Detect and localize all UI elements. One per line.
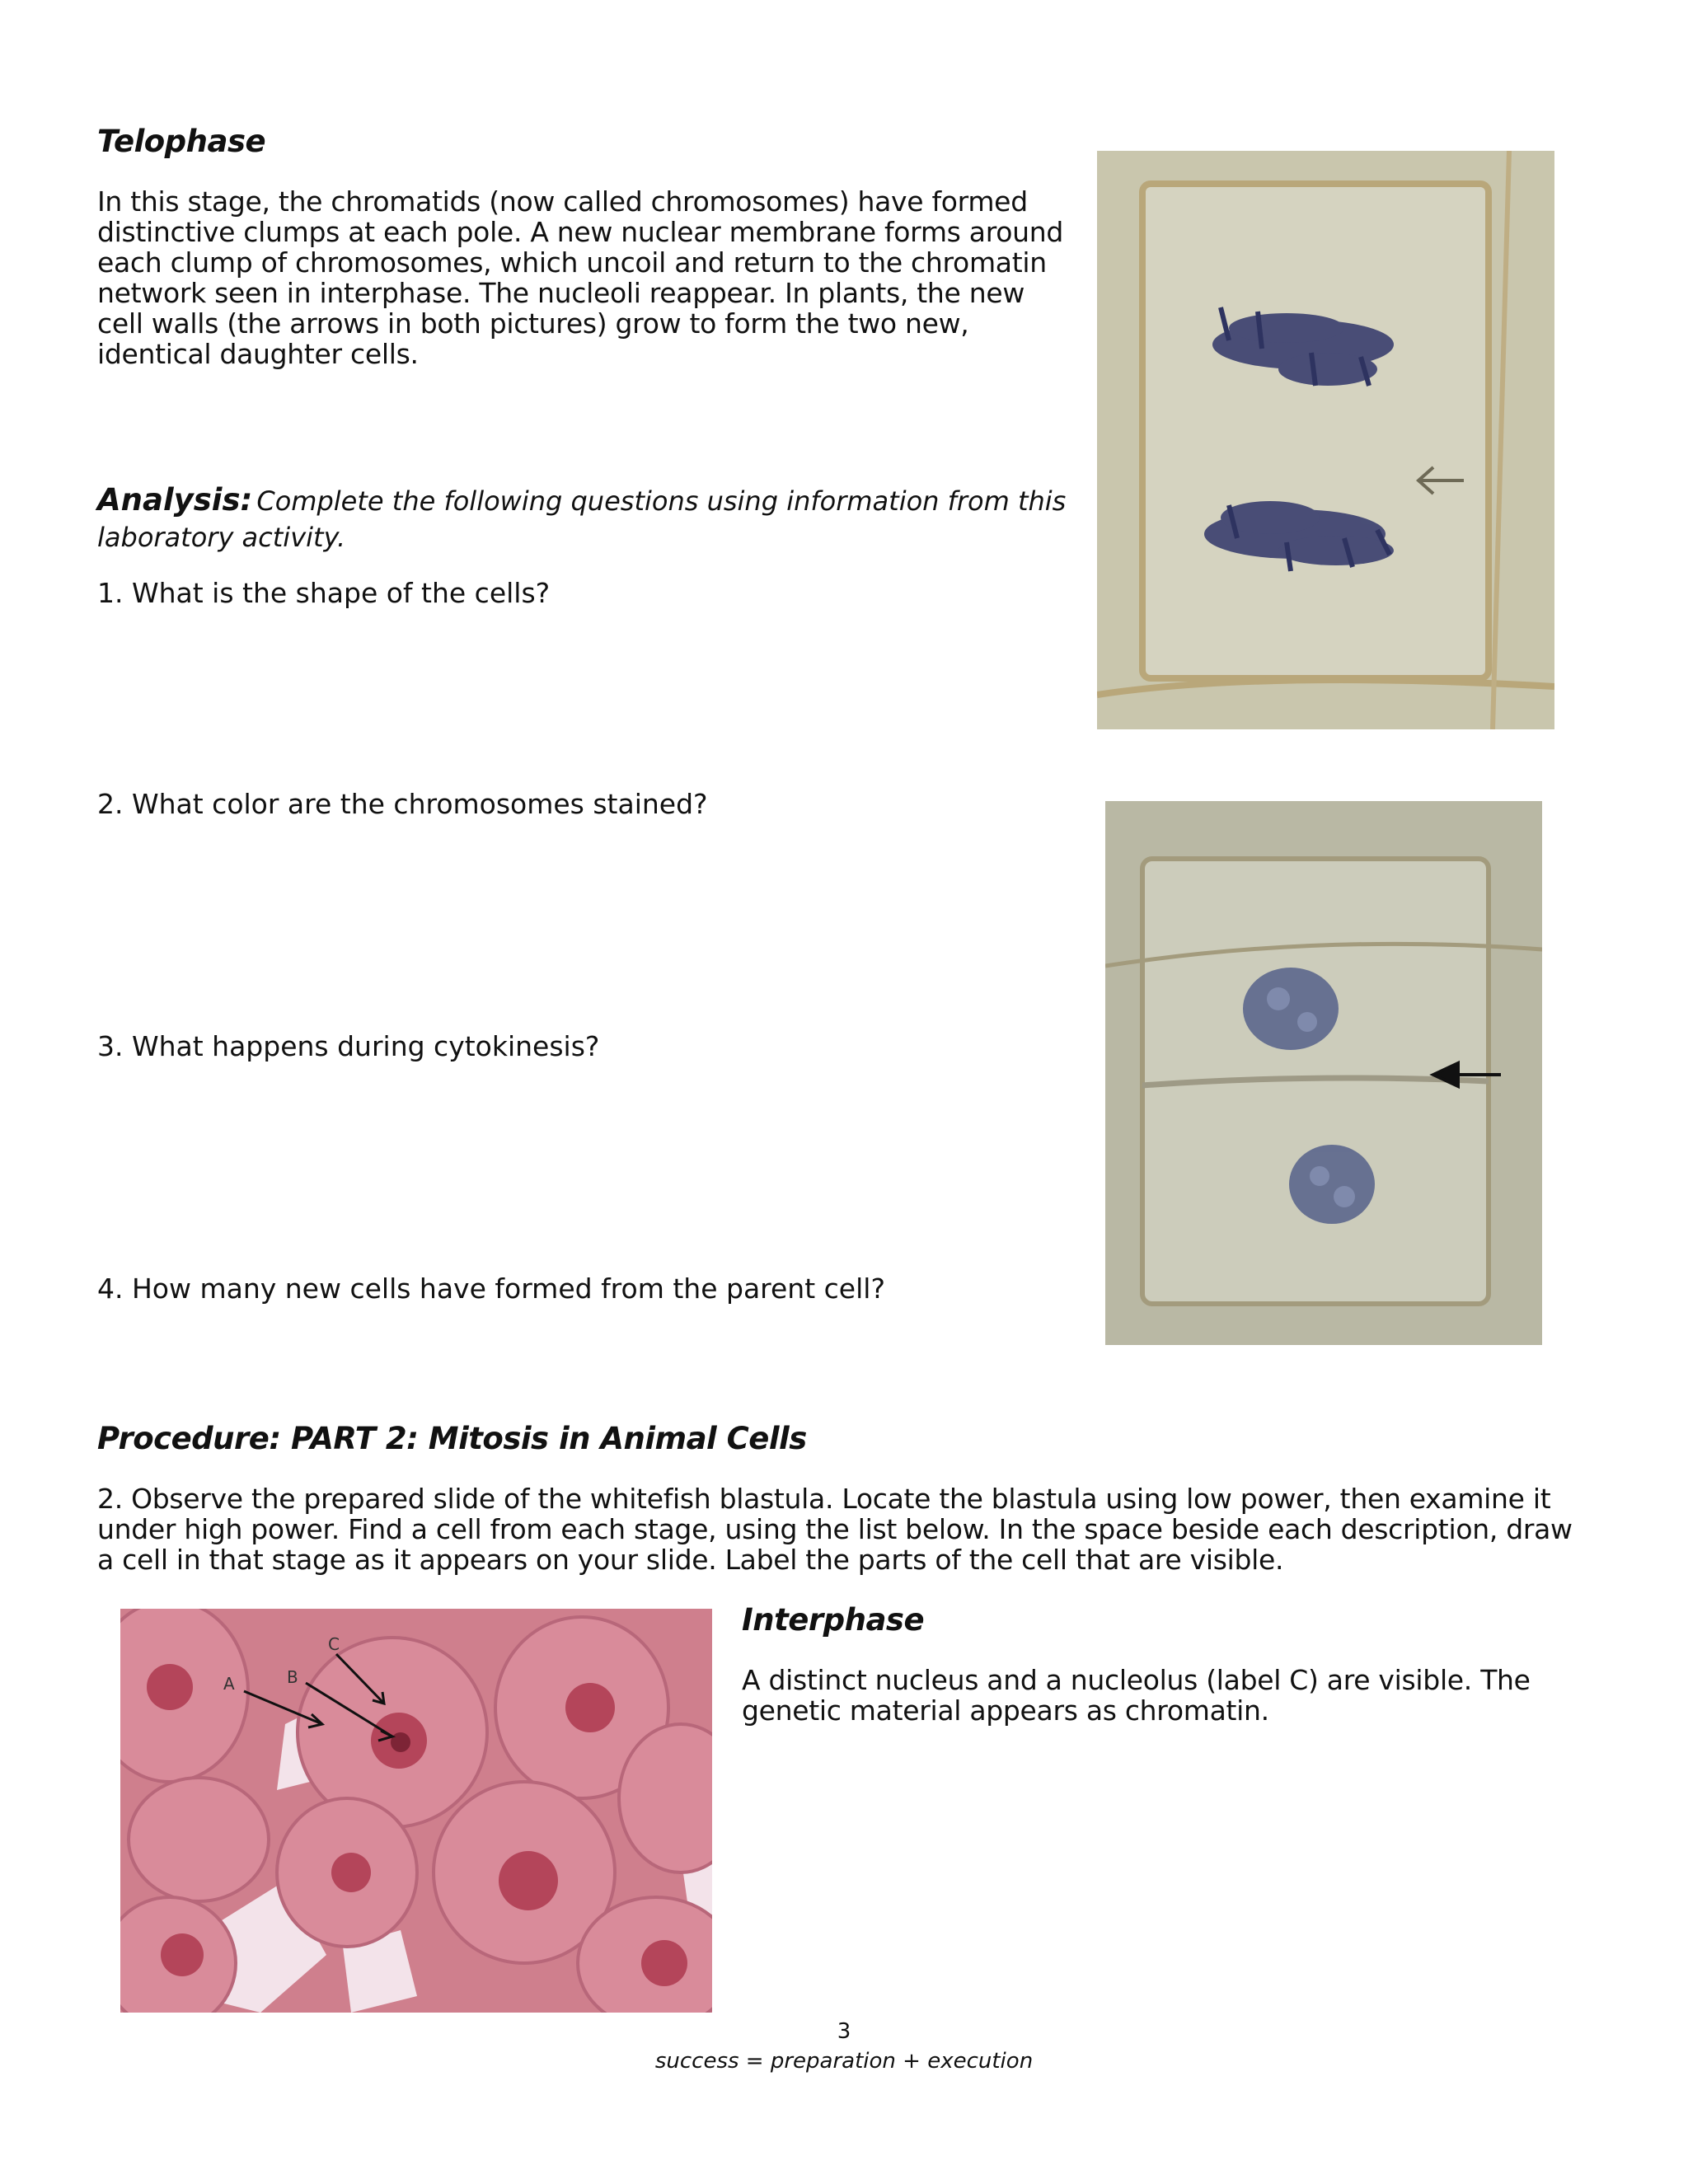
analysis-label: Analysis:	[97, 482, 253, 518]
interphase-paragraph: A distinct nucleus and a nucleolus (label C) are visible. The genetic material appears as chromatin.	[742, 1664, 1531, 1727]
procedure-paragraph: 2. Observe the prepared slide of the whitefish blastula. Locate the blastula using low power, then examine it under high power. Find a cell from each stage, using the list below. In the space beside each description, draw a cell in that stage as it appears on your slide. Label the parts of the cell that are visible.	[97, 1483, 1573, 1576]
analysis-block	[97, 482, 1086, 558]
label-c: C	[328, 1634, 340, 1654]
telophase-heading: Telophase	[97, 124, 266, 159]
telophase-plant-cell-photo	[1097, 151, 1554, 729]
question-4: 4. How many new cells have formed from the parent cell?	[97, 1272, 885, 1305]
procedure-heading: Procedure: PART 2: Mitosis in Animal Cells	[97, 1421, 807, 1456]
label-b: B	[287, 1667, 298, 1687]
question-1: 1. What is the shape of the cells?	[97, 577, 551, 609]
interphase-heading: Interphase	[742, 1602, 925, 1638]
footer-tagline: success = preparation + execution	[654, 2049, 1034, 2074]
analysis-instruction: Complete the following questions using information from this laboratory activity.	[97, 485, 1067, 553]
page-number: 3	[837, 2019, 851, 2044]
telophase-paragraph: In this stage, the chromatids (now called chromosomes) have formed distinctive clumps at each pole. A new nuclear membrane forms around each clump of chromosomes, which uncoil and return to the chromatin network seen in interphase. The nucleoli reappear. In plants, the new cell walls (the arrows in both pictures) grow to form the two new, identical daughter cells.	[97, 185, 1063, 370]
question-3: 3. What happens during cytokinesis?	[97, 1030, 600, 1062]
cytokinesis-plant-cell-photo	[1105, 801, 1542, 1345]
label-a: A	[223, 1674, 235, 1694]
whitefish-blastula-photo	[120, 1609, 712, 2013]
question-2: 2. What color are the chromosomes stained?	[97, 788, 708, 820]
